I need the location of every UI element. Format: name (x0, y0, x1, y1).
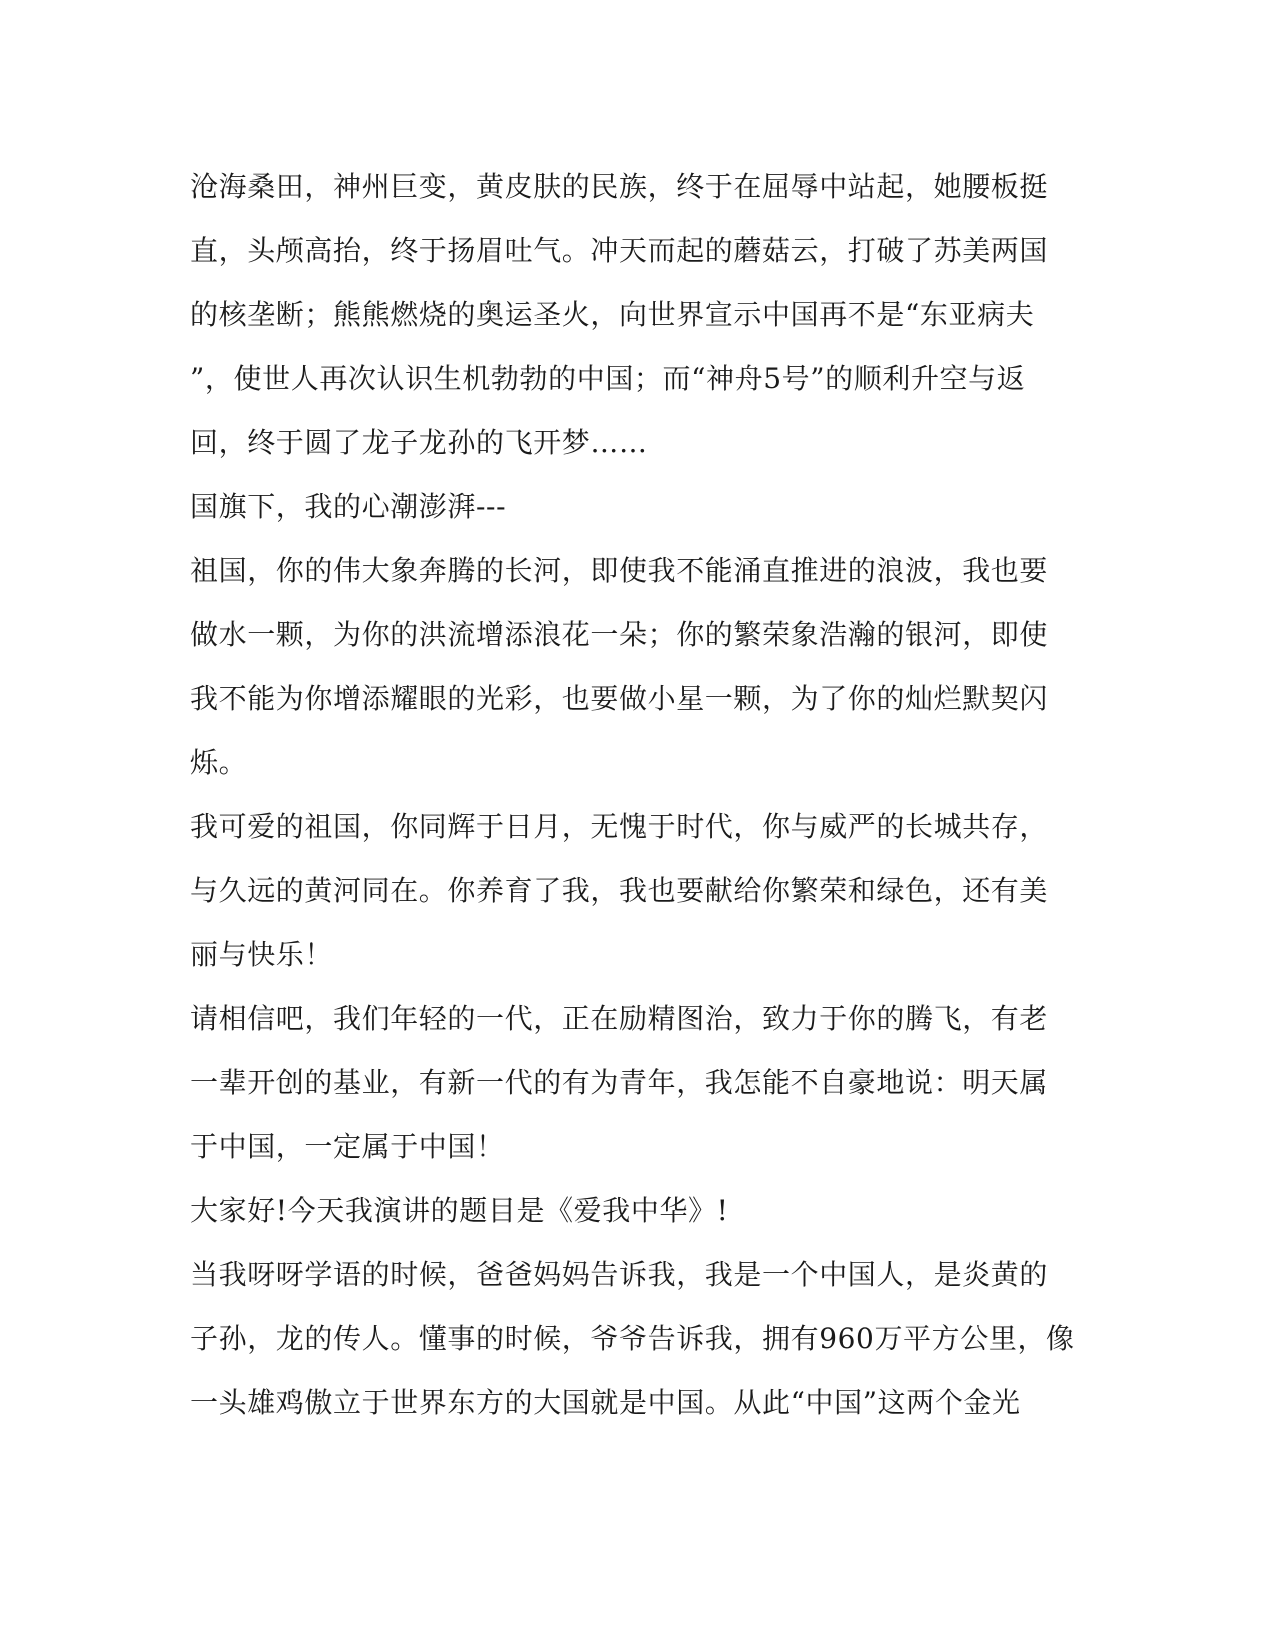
text-line: 做水一颗，为你的洪流增添浪花一朵；你的繁荣象浩瀚的银河，即使 (190, 618, 1049, 651)
text-line: 大家好!今天我演讲的题目是《爱我中华》! (190, 1194, 729, 1227)
text-line: 我不能为你增添耀眼的光彩，也要做小星一颗，为了你的灿烂默契闪 (190, 682, 1049, 715)
text-line: 烁。 (190, 746, 248, 779)
text-line: 当我呀呀学语的时候，爸爸妈妈告诉我，我是一个中国人，是炎黄的 (190, 1258, 1049, 1291)
text-line: 于中国，一定属于中国！ (190, 1130, 505, 1163)
text-line: 一头雄鸡傲立于世界东方的大国就是中国。从此“中国”这两个金光 (190, 1386, 1021, 1419)
text-line: 我可爱的祖国，你同辉于日月，无愧于时代，你与威严的长城共存， (190, 810, 1049, 843)
text-line: 与久远的黄河同在。你养育了我，我也要献给你繁荣和绿色，还有美 (190, 874, 1049, 907)
text-line: ”，使世人再次认识生机勃勃的中国；而“神舟5号”的顺利升空与返 (190, 362, 1026, 395)
text-line: 请相信吧，我们年轻的一代，正在励精图治，致力于你的腾飞，有老 (190, 1002, 1049, 1035)
document-body (190, 155, 1090, 1435)
text-line: 子孙，龙的传人。懂事的时候，爷爷告诉我，拥有960万平方公里，像 (190, 1322, 1075, 1355)
text-line: 国旗下，我的心潮澎湃--- (190, 490, 507, 523)
text-line: 直，头颅高抬，终于扬眉吐气。冲天而起的蘑菇云，打破了苏美两国 (190, 234, 1049, 267)
text-line: 沧海桑田，神州巨变，黄皮肤的民族，终于在屈辱中站起，她腰板挺 (190, 170, 1049, 203)
text-line: 祖国，你的伟大象奔腾的长河，即使我不能涌直推进的浪波，我也要 (190, 554, 1049, 587)
text-line: 丽与快乐！ (190, 938, 334, 971)
text-line: 一辈开创的基业，有新一代的有为青年，我怎能不自豪地说：明天属 (190, 1066, 1049, 1099)
text-line: 的核垄断；熊熊燃烧的奥运圣火，向世界宣示中国再不是“东亚病夫 (190, 298, 1035, 331)
text-line: 回，终于圆了龙子龙孙的飞开梦…… (190, 426, 648, 459)
